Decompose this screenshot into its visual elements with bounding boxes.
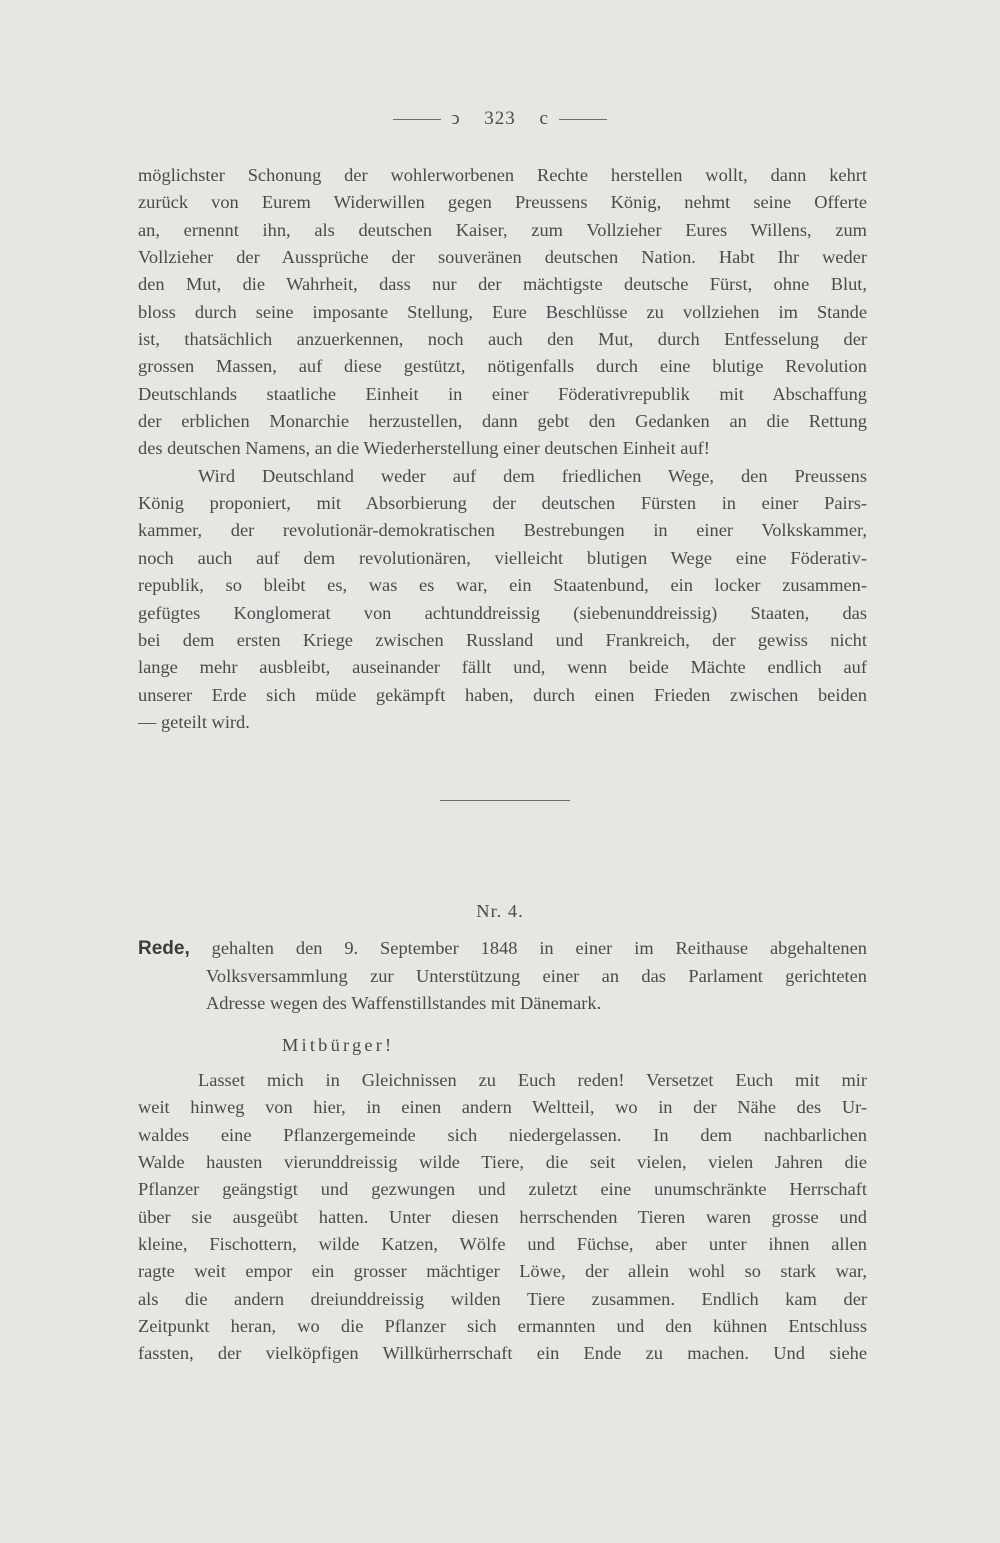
text-line: bei dem ersten Kriege zwischen Russland und Frankreich, der gewiss nicht: [138, 629, 867, 650]
text-line: Walde hausten vierunddreissig wilde Tiere, die seit vielen, vielen Jahren die: [138, 1152, 867, 1173]
title-line: Volksversammlung zur Unterstützung einer an das Parlament gerichteten: [206, 965, 867, 986]
text-line: Pflanzer geängstigt und gezwungen und zuletzt eine unumschränkte Herrschaft: [138, 1179, 867, 1200]
text-line: weit hinweg von hier, in einen andern Weltteil, wo in der Nähe des Ur-: [138, 1097, 867, 1118]
text-line: bloss durch seine imposante Stellung, Eure Beschlüsse zu vollziehen im Stande: [138, 301, 867, 322]
text-line: an, ernennt ihn, als deutschen Kaiser, zum Vollzieher Eures Willens, zum: [138, 219, 867, 240]
section-title: [138, 935, 867, 1018]
salutation: Mitbürger!: [282, 1035, 395, 1055]
text-line: Zeitpunkt heran, wo die Pflanzer sich ermannten und den kühnen Entschluss: [138, 1316, 867, 1337]
section-divider: [440, 800, 570, 801]
header-rule-right: [559, 119, 607, 120]
text-line: Vollzieher der Aussprüche der souveränen deutschen Nation. Habt Ihr weder: [138, 247, 867, 268]
page-header: [0, 108, 1000, 130]
header-right-mark: c: [539, 108, 549, 129]
text-line: waldes eine Pflanzergemeinde sich niedergelassen. In dem nachbarlichen: [138, 1124, 867, 1145]
text-line: noch auch auf dem revolutionären, vielleicht blutigen Wege eine Föderativ-: [138, 547, 867, 568]
text-line: ragte weit empor ein grosser mächtiger Löwe, der allein wohl so stark war,: [138, 1261, 867, 1282]
text-line: grossen Massen, auf diese gestützt, nötigenfalls durch eine blutige Revolution: [138, 356, 867, 377]
title-lead: Rede,: [138, 938, 190, 959]
text-line: Lasset mich in Gleichnissen zu Euch reden! Versetzet Euch mit mir: [198, 1070, 867, 1090]
section-number: Nr. 4.: [476, 901, 524, 921]
title-line: Adresse wegen des Waffenstillstandes mit Dänemark.: [206, 993, 602, 1013]
text-line: zurück von Eurem Widerwillen gegen Preussens König, nehmt seine Offerte: [138, 192, 867, 213]
title-line: gehalten den 9. September 1848 in einer im Reithause abgehaltenen: [211, 938, 867, 958]
text-line: fassten, der vielköpfigen Willkürherrschaft ein Ende zu machen. Und siehe: [138, 1343, 867, 1364]
text-line: — geteilt wird.: [138, 711, 250, 732]
speech-paragraph: [138, 1067, 867, 1368]
text-line: als die andern dreiunddreissig wilden Tiere zusammen. Endlich kam der: [138, 1288, 867, 1309]
header-left-mark: ↄ: [451, 108, 461, 129]
text-line: Deutschlands staatliche Einheit in einer Föderativrepublik mit Abschaffung: [138, 383, 867, 404]
text-line: unserer Erde sich müde gekämpft haben, durch einen Frieden zwischen beiden: [138, 684, 867, 705]
page-number: 323: [484, 108, 516, 129]
text-line: den Mut, die Wahrheit, dass nur der mächtigste deutsche Fürst, ohne Blut,: [138, 274, 867, 295]
text-line: König proponiert, mit Absorbierung der deutschen Fürsten in einer Pairs-: [138, 493, 867, 514]
text-line: möglichster Schonung der wohlerworbenen Rechte herstellen wollt, dann kehrt: [138, 165, 867, 185]
text-line: der erblichen Monarchie herzustellen, dann gebt den Gedanken an die Rettung: [138, 411, 867, 432]
header-rule-left: [393, 119, 441, 120]
text-line: über sie ausgeübt hatten. Unter diesen herrschenden Tieren waren grosse und: [138, 1206, 867, 1227]
text-line: Wird Deutschland weder auf dem friedlichen Wege, den Preussens: [198, 465, 867, 486]
text-line: ist, thatsächlich anzuerkennen, noch auch den Mut, durch Entfesselung der: [138, 329, 867, 350]
text-line: lange mehr ausbleibt, auseinander fällt und, wenn beide Mächte endlich auf: [138, 657, 867, 678]
continued-paragraphs: [138, 162, 867, 736]
text-line: kammer, der revolutionär-demokratischen Bestrebungen in einer Volkskammer,: [138, 520, 867, 541]
text-line: gefügtes Konglomerat von achtunddreissig (siebenunddreissig) Staaten, das: [138, 602, 867, 623]
text-line: des deutschen Namens, an die Wiederherstellung einer deutschen Einheit auf!: [138, 438, 710, 459]
text-line: republik, so bleibt es, was es war, ein Staatenbund, ein locker zusammen-: [138, 575, 867, 596]
text-line: kleine, Fischottern, wilde Katzen, Wölfe und Füchse, aber unter ihnen allen: [138, 1234, 867, 1255]
